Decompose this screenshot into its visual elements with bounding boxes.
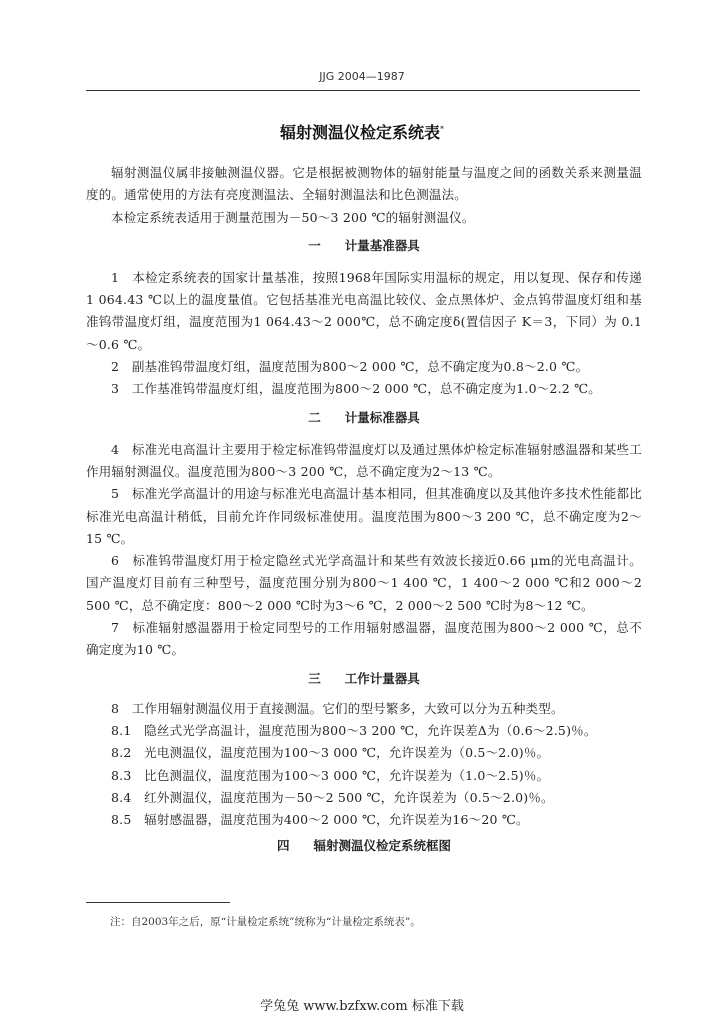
document-title-text: 辐射测温仪检定系统表 bbox=[279, 123, 440, 142]
clause-paragraph: 5 标准光学高温计的用途与标准光电高温计基本相同，但其准确度以及其他许多技术性能都比标准光电高温计稍低，目前允许作同级标准使用。温度范围为800～3 200 ℃，总不确定度为2～15 ℃。 bbox=[86, 486, 642, 546]
clause-paragraph: 8.3 比色测温仪，温度范围为100～3 000 ℃，允许误差为（1.0～2.5)％。 bbox=[111, 767, 550, 783]
section-number: 二 bbox=[308, 409, 321, 425]
intro-paragraph: 本检定系统表适用于测量范围为－50～3 200 ℃的辐射测温仪。 bbox=[111, 209, 475, 225]
clause-paragraph: 8 工作用辐射测温仪用于直接测温。它们的型号繁多，大致可以分为五种类型。 bbox=[111, 700, 564, 716]
document-title bbox=[0, 120, 724, 143]
clause-paragraph: 8.2 光电测温仪，温度范围为100～3 000 ℃，允许误差为（0.5～2.0)％。 bbox=[111, 745, 550, 761]
section-title: 工作计量器具 bbox=[344, 670, 420, 686]
section-heading-3 bbox=[86, 668, 642, 690]
section-title: 计量基准器具 bbox=[344, 237, 420, 253]
document-body bbox=[86, 162, 642, 857]
title-footnote-mark: * bbox=[440, 124, 444, 134]
clause-paragraph: 8.5 辐射感温器，温度范围为400～2 000 ℃，允许误差为16～20 ℃。 bbox=[111, 812, 529, 828]
clause-paragraph: 8.4 红外测温仪，温度范围为－50～2 500 ℃，允许误差为（0.5～2.0)％。 bbox=[111, 789, 554, 805]
section-title: 计量标准器具 bbox=[344, 409, 420, 425]
section-number: 三 bbox=[308, 670, 321, 686]
clause-paragraph: 8.1 隐丝式光学高温计，温度范围为800～3 200 ℃，允许误差Δ为（0.6～2.5)％。 bbox=[111, 722, 597, 738]
footnote-rule bbox=[86, 902, 230, 903]
section-heading-2 bbox=[86, 407, 642, 429]
section-heading-4 bbox=[86, 835, 642, 857]
header-rule bbox=[86, 90, 640, 91]
section-title: 辐射测温仪检定系统框图 bbox=[313, 838, 452, 854]
intro-paragraph: 辐射测温仪属非接触测温仪器。它是根据被测物体的辐射能量与温度之间的函数关系来测量温度的。通常使用的方法有亮度测温法、全辐射测温法和比色测温法。 bbox=[86, 165, 642, 203]
section-number: 四 bbox=[276, 838, 290, 854]
standard-code: JJG 2004—1987 bbox=[319, 70, 405, 83]
clause-paragraph: 6 标准钨带温度灯用于检定隐丝式光学高温计和某些有效波长接近0.66 μm的光电高温计。国产温度灯目前有三种型号，温度范围分别为800～1 400 ℃，1 400～2 000 ℃和2 000～2 500 ℃，总不确定度：800～2 000 ℃时为3～6 ℃，2 000～2 500 ℃时为8～12 ℃。 bbox=[86, 553, 642, 613]
clause-paragraph: 2 副基准钨带温度灯组，温度范围为800～2 000 ℃，总不确定度为0.8～2.0 ℃。 bbox=[111, 359, 589, 375]
watermark-text: 学兔兔 www.bzfxw.com 标准下载 bbox=[260, 999, 464, 1014]
section-heading-1 bbox=[86, 235, 642, 257]
clause-paragraph: 1 本检定系统表的国家计量基准，按照1968年国际实用温标的规定，用以复现、保存和传递1 064.43 ℃以上的温度量值。它包括基准光电高温比较仪、金点黑体炉、金点钨带温度灯组和基准钨带温度灯组，温度范围为1 064.43～2 000℃，总不确定度δ(置信因子 K＝3，下同）为 0.1～0.6 ℃。 bbox=[86, 269, 642, 352]
clause-paragraph: 7 标准辐射感温器用于检定同型号的工作用辐射感温器，温度范围为800～2 000 ℃，总不确定度为10 ℃。 bbox=[86, 620, 642, 658]
footnote: 注：自2003年之后，原“计量检定系统”统称为“计量检定系统表”。 bbox=[110, 916, 421, 928]
clause-paragraph: 3 工作基准钨带温度灯组，温度范围为800～2 000 ℃，总不确定度为1.0～2.2 ℃。 bbox=[111, 381, 601, 397]
clause-paragraph: 4 标准光电高温计主要用于检定标准钨带温度灯以及通过黑体炉检定标准辐射感温器和某些工作用辐射测温仪。温度范围为800～3 200 ℃，总不确定度为2～13 ℃。 bbox=[86, 441, 642, 479]
section-number: 一 bbox=[308, 237, 321, 253]
